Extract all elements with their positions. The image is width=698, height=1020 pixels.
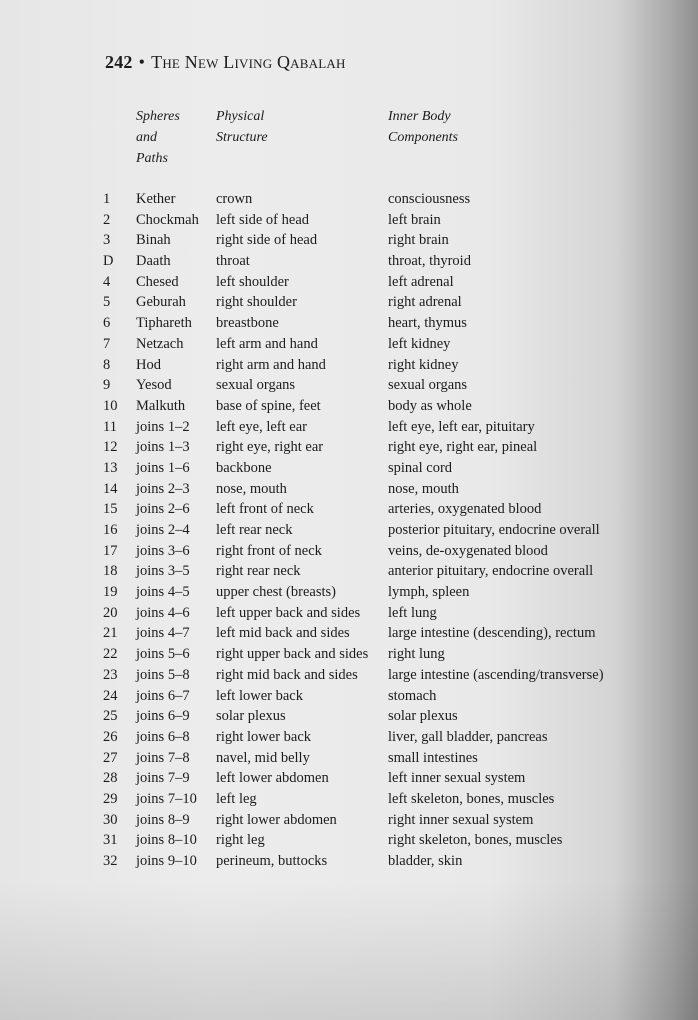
- sphere-cell: Daath: [136, 253, 171, 270]
- inner-body-cell: right kidney: [388, 356, 459, 373]
- table-row: [103, 686, 648, 707]
- table-row: [103, 189, 648, 210]
- table-row: [103, 334, 648, 355]
- row-number: 32: [103, 853, 118, 869]
- row-number: 24: [103, 687, 118, 704]
- inner-body-cell: liver, gall bladder, pancreas: [388, 728, 548, 745]
- inner-body-cell: right adrenal: [388, 294, 462, 311]
- table-row: [103, 561, 648, 582]
- column-header-spheres: [136, 106, 180, 169]
- inner-body-cell: right lung: [388, 646, 445, 663]
- sphere-cell: joins 4–5: [136, 584, 190, 601]
- row-number: 11: [103, 418, 117, 435]
- inner-body-cell: small intestines: [388, 749, 478, 766]
- table-row: [103, 292, 648, 313]
- inner-body-cell: left kidney: [388, 335, 451, 352]
- sphere-cell: joins 4–7: [136, 625, 190, 642]
- row-number: 22: [103, 646, 118, 663]
- row-number: 26: [103, 728, 118, 745]
- physical-structure-cell: base of spine, feet: [216, 397, 321, 414]
- row-number: 17: [103, 542, 118, 559]
- page-number: 242: [105, 52, 133, 72]
- physical-structure-cell: left front of neck: [216, 501, 314, 518]
- table-body: [103, 189, 648, 872]
- sphere-cell: Chesed: [136, 273, 179, 290]
- sphere-cell: joins 2–4: [136, 522, 190, 538]
- book-title: The New Living Qabalah: [151, 52, 346, 72]
- sphere-cell: joins 3–6: [136, 542, 190, 559]
- column-header-line: Components: [388, 130, 458, 145]
- table-row: [103, 541, 648, 562]
- row-number: 31: [103, 832, 118, 849]
- table-row: [103, 830, 648, 851]
- physical-structure-cell: left shoulder: [216, 273, 289, 290]
- row-number: 7: [103, 335, 111, 352]
- inner-body-cell: bladder, skin: [388, 853, 463, 869]
- table-row: [103, 768, 648, 789]
- row-number: 16: [103, 522, 118, 538]
- table-row: [103, 417, 648, 438]
- row-number: 5: [103, 294, 111, 311]
- sphere-cell: Binah: [136, 232, 171, 249]
- physical-structure-cell: crown: [216, 191, 253, 207]
- row-number: 9: [103, 377, 111, 394]
- inner-body-cell: solar plexus: [388, 708, 458, 725]
- inner-body-cell: consciousness: [388, 191, 471, 207]
- inner-body-cell: left eye, left ear, pituitary: [388, 418, 535, 435]
- table-row: [103, 375, 648, 396]
- physical-structure-cell: right lower back: [216, 728, 312, 745]
- table-row: [103, 520, 648, 541]
- sphere-cell: joins 4–6: [136, 604, 190, 621]
- table-row: [103, 230, 648, 251]
- table-row: [103, 458, 648, 479]
- inner-body-cell: large intestine (ascending/transverse): [388, 666, 604, 683]
- physical-structure-cell: right arm and hand: [216, 356, 326, 373]
- column-header-line: Physical: [216, 109, 265, 124]
- table-row: [103, 623, 648, 644]
- sphere-cell: joins 2–6: [136, 501, 190, 518]
- inner-body-cell: throat, thyroid: [388, 253, 471, 270]
- table-row: [103, 706, 648, 727]
- inner-body-cell: right brain: [388, 232, 449, 249]
- inner-body-cell: arteries, oxygenated blood: [388, 501, 542, 518]
- table-row: [103, 210, 648, 231]
- physical-structure-cell: left mid back and sides: [216, 625, 350, 642]
- physical-structure-cell: right front of neck: [216, 542, 322, 559]
- inner-body-cell: heart, thymus: [388, 315, 467, 332]
- inner-body-cell: sexual organs: [388, 377, 468, 394]
- physical-structure-cell: left leg: [216, 790, 257, 807]
- column-header-line: Spheres: [136, 109, 180, 124]
- physical-structure-cell: left side of head: [216, 211, 310, 228]
- sphere-cell: joins 8–10: [136, 832, 197, 849]
- sphere-cell: joins 9–10: [136, 853, 197, 869]
- sphere-cell: joins 1–3: [136, 439, 190, 456]
- table-row: [103, 789, 648, 810]
- sphere-cell: Yesod: [136, 377, 172, 394]
- row-number: D: [103, 253, 114, 270]
- row-number: 4: [103, 273, 111, 290]
- physical-structure-cell: upper chest (breasts): [216, 584, 336, 601]
- column-header-inner: [388, 106, 458, 148]
- table-row: [103, 396, 648, 417]
- inner-body-cell: stomach: [388, 687, 437, 704]
- row-number: 12: [103, 439, 118, 456]
- physical-structure-cell: left upper back and sides: [216, 604, 361, 621]
- table-row: [103, 479, 648, 500]
- physical-structure-cell: right leg: [216, 832, 265, 849]
- inner-body-cell: left skeleton, bones, muscles: [388, 790, 555, 807]
- row-number: 28: [103, 770, 118, 787]
- physical-structure-cell: backbone: [216, 459, 272, 476]
- physical-structure-cell: nose, mouth: [216, 480, 287, 497]
- running-header: [105, 52, 346, 73]
- sphere-cell: joins 5–8: [136, 666, 190, 683]
- table-row: [103, 355, 648, 376]
- physical-structure-cell: throat: [216, 253, 250, 270]
- sphere-cell: joins 2–3: [136, 480, 190, 497]
- column-header-physical: [216, 106, 268, 148]
- physical-structure-cell: right side of head: [216, 232, 318, 249]
- inner-body-cell: veins, de-oxygenated blood: [388, 542, 548, 559]
- row-number: 25: [103, 708, 118, 725]
- row-number: 30: [103, 811, 118, 828]
- physical-structure-cell: navel, mid belly: [216, 749, 310, 766]
- row-number: 18: [103, 563, 118, 580]
- physical-structure-cell: perineum, buttocks: [216, 853, 328, 869]
- physical-structure-cell: left rear neck: [216, 522, 293, 538]
- row-number: 1: [103, 191, 111, 207]
- physical-structure-cell: left lower abdomen: [216, 770, 329, 787]
- row-number: 15: [103, 501, 118, 518]
- row-number: 6: [103, 315, 111, 332]
- table-row: [103, 313, 648, 334]
- sphere-cell: Geburah: [136, 294, 186, 311]
- row-number: 10: [103, 397, 118, 414]
- sphere-cell: joins 1–6: [136, 459, 190, 476]
- physical-structure-cell: left eye, left ear: [216, 418, 307, 435]
- row-number: 2: [103, 211, 111, 228]
- inner-body-cell: left inner sexual system: [388, 770, 526, 787]
- inner-body-cell: nose, mouth: [388, 480, 459, 497]
- inner-body-cell: body as whole: [388, 397, 472, 414]
- column-header-line: Structure: [216, 130, 268, 145]
- table-row: [103, 665, 648, 686]
- inner-body-cell: large intestine (descending), rectum: [388, 625, 596, 642]
- physical-structure-cell: right upper back and sides: [216, 646, 369, 663]
- sphere-cell: joins 6–8: [136, 728, 190, 745]
- table-row: [103, 851, 648, 872]
- inner-body-cell: anterior pituitary, endocrine overall: [388, 563, 594, 580]
- sphere-cell: Chockmah: [136, 211, 199, 228]
- sphere-cell: Hod: [136, 356, 161, 373]
- table-row: [103, 272, 648, 293]
- sphere-cell: Tiphareth: [136, 315, 192, 332]
- physical-structure-cell: solar plexus: [216, 708, 286, 725]
- sphere-cell: joins 7–9: [136, 770, 190, 787]
- row-number: 14: [103, 480, 118, 497]
- row-number: 8: [103, 356, 111, 373]
- sphere-cell: joins 7–10: [136, 790, 197, 807]
- table-row: [103, 582, 648, 603]
- physical-structure-cell: right rear neck: [216, 563, 301, 580]
- physical-structure-cell: right mid back and sides: [216, 666, 358, 683]
- table-row: [103, 727, 648, 748]
- physical-structure-cell: right shoulder: [216, 294, 297, 311]
- sphere-cell: joins 1–2: [136, 418, 190, 435]
- sphere-cell: joins 6–7: [136, 687, 190, 704]
- row-number: 29: [103, 790, 118, 807]
- sphere-cell: Netzach: [136, 335, 184, 352]
- sphere-cell: joins 6–9: [136, 708, 190, 725]
- row-number: 20: [103, 604, 118, 621]
- row-number: 27: [103, 749, 118, 766]
- physical-structure-cell: sexual organs: [216, 377, 296, 394]
- table-row: [103, 251, 648, 272]
- physical-structure-cell: breastbone: [216, 315, 279, 332]
- inner-body-cell: left brain: [388, 211, 441, 228]
- sphere-cell: joins 7–8: [136, 749, 190, 766]
- sphere-cell: joins 8–9: [136, 811, 190, 828]
- column-header-line: and: [136, 130, 157, 145]
- row-number: 21: [103, 625, 118, 642]
- column-header-line: Paths: [136, 151, 168, 166]
- sphere-cell: Malkuth: [136, 397, 186, 414]
- row-number: 19: [103, 584, 118, 601]
- row-number: 3: [103, 232, 111, 249]
- correspondence-table: [103, 189, 648, 872]
- row-number: 13: [103, 459, 118, 476]
- table-row: [103, 437, 648, 458]
- table-row: [103, 644, 648, 665]
- physical-structure-cell: left lower back: [216, 687, 303, 704]
- table-row: [103, 499, 648, 520]
- column-header-line: Inner Body: [388, 109, 451, 124]
- inner-body-cell: right inner sexual system: [388, 811, 534, 828]
- physical-structure-cell: right lower abdomen: [216, 811, 337, 828]
- physical-structure-cell: right eye, right ear: [216, 439, 324, 456]
- inner-body-cell: right eye, right ear, pineal: [388, 439, 538, 456]
- table-row: [103, 748, 648, 769]
- inner-body-cell: left adrenal: [388, 273, 454, 290]
- header-bullet: •: [138, 52, 146, 72]
- inner-body-cell: right skeleton, bones, muscles: [388, 832, 563, 849]
- sphere-cell: joins 3–5: [136, 563, 190, 580]
- inner-body-cell: spinal cord: [388, 459, 453, 476]
- inner-body-cell: posterior pituitary, endocrine overall: [388, 522, 600, 538]
- table-row: [103, 810, 648, 831]
- sphere-cell: joins 5–6: [136, 646, 190, 663]
- inner-body-cell: lymph, spleen: [388, 584, 470, 601]
- row-number: 23: [103, 666, 118, 683]
- sphere-cell: Kether: [136, 191, 176, 207]
- inner-body-cell: left lung: [388, 604, 437, 621]
- physical-structure-cell: left arm and hand: [216, 335, 318, 352]
- table-row: [103, 603, 648, 624]
